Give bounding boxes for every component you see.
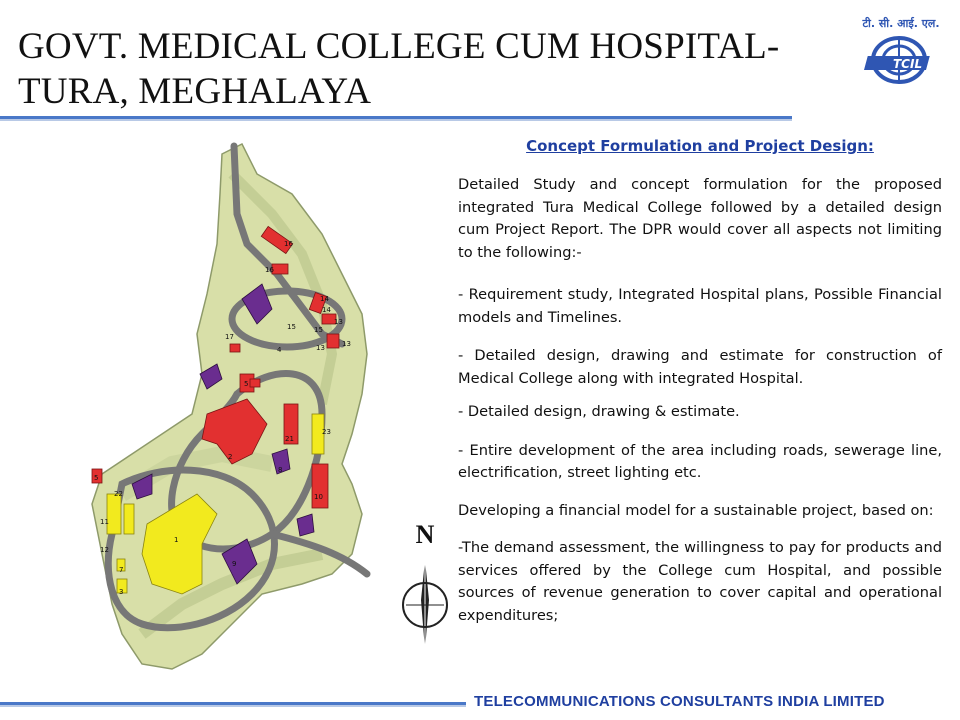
map-label: 4 (277, 346, 282, 354)
paragraph-intro: Detailed Study and concept formulation for the proposed integrated Tura Medical College followed by a detailed design cum Project Report. The DPR would cover all aspects not limiting to the following:- (458, 176, 942, 261)
map-label: 14 (320, 295, 329, 303)
map-label: 8 (278, 466, 283, 474)
paragraph-financial-model: Developing a financial model for a sustainable project, based on: (458, 501, 934, 519)
map-label: 11 (100, 518, 109, 526)
map-label: 23 (322, 428, 331, 436)
map-label: 15 (287, 323, 296, 331)
map-label: 10 (314, 493, 323, 501)
map-label: 13 (334, 318, 343, 326)
map-label: 22 (114, 490, 123, 498)
footer-company-name: TELECOMMUNICATIONS CONSULTANTS INDIA LIMITED (474, 693, 885, 710)
map-label: 14 (322, 306, 331, 314)
map-label: 15 (314, 326, 323, 334)
map-label: 9 (232, 560, 237, 568)
map-label: 5 (94, 474, 99, 482)
footer-divider-shadow (0, 705, 466, 707)
map-label: 12 (100, 546, 109, 554)
paragraph-demand-assessment: -The demand assessment, the willingness to pay for products and services offered by the College cum Hospital, and possible sources of revenue generation to cover capital and operational expenditures; (458, 539, 942, 624)
north-arrow (400, 520, 450, 660)
map-label: 13 (316, 344, 325, 352)
map-label: 3 (119, 588, 124, 596)
paragraph-requirement-study: - Requirement study, Integrated Hospital plans, Possible Financial models and Timelines. (458, 286, 942, 326)
paragraph-development: - Entire development of the area including roads, sewerage line, electrification, street lighting etc. (458, 441, 942, 481)
map-label: 7 (119, 566, 124, 574)
map-label: 2 (228, 453, 233, 461)
page-title (18, 24, 818, 114)
map-label: 16 (265, 266, 274, 274)
project-description (458, 134, 942, 627)
title-divider-shadow (0, 119, 792, 121)
map-label: 5 (244, 380, 249, 388)
map-label: 1 (174, 536, 179, 544)
page-title-line-2: TURA, MEGHALAYA (18, 71, 372, 112)
compass-rose-icon (400, 550, 450, 660)
section-heading: Concept Formulation and Project Design: (526, 137, 874, 155)
site-master-plan (22, 134, 445, 674)
map-label: 16 (284, 240, 293, 248)
logo-hindi-text: टी. सी. आई. एल. (862, 17, 940, 30)
logo-mark-text: TCIL (893, 57, 923, 71)
paragraph-detailed-design: - Detailed design, drawing & estimate. (458, 403, 740, 420)
map-label: 17 (225, 333, 234, 341)
page-title-line-1: GOVT. MEDICAL COLLEGE CUM HOSPITAL- (18, 26, 780, 67)
north-label: N (415, 520, 435, 549)
map-label: 13 (342, 340, 351, 348)
paragraph-detailed-design-college: - Detailed design, drawing and estimate for construction of Medical College along with integrated Hospital. (458, 347, 942, 387)
tcil-logo (853, 14, 949, 90)
map-label: 21 (285, 435, 294, 443)
